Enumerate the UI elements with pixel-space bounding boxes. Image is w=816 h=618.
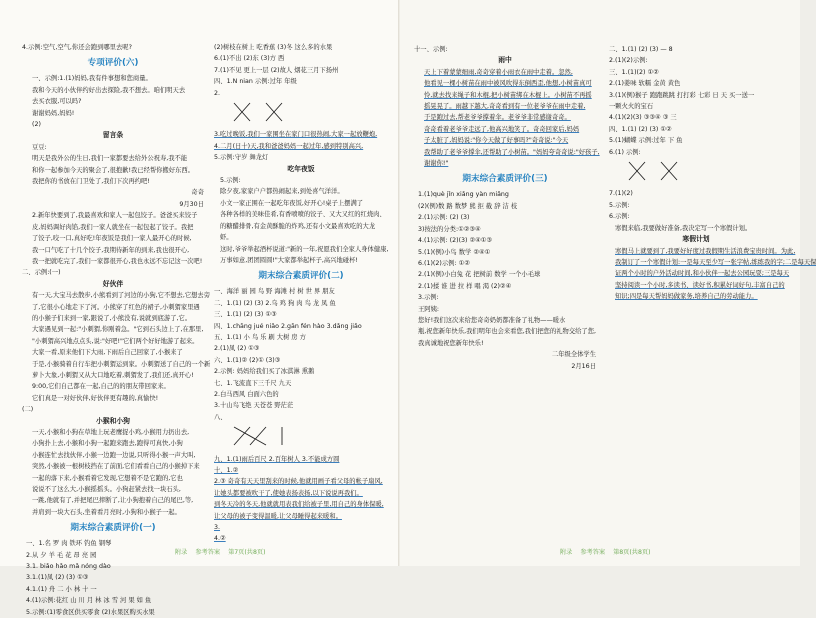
text-line: 小狗扑上去,小猴和小狗一起跑来跑去,跑得可真快,小狗	[32, 440, 183, 448]
text-line: 我一口气吃了十几个饺子,我期待新年的到来,我也很开心,	[32, 246, 190, 254]
text-line: 3.(1)(例)猴子 跑跑跳跳 打打彩 七彩 日 天 买一送一	[609, 91, 755, 99]
text-line: 2.	[214, 89, 221, 97]
text-line: 4.1.(1) 舟 二 小 林 十 一	[26, 585, 97, 593]
text-line: 各种各样的美味佳肴,有香喷喷的饺子、又大又红的红烧肉、	[220, 211, 386, 219]
text-line: (2)树枝在树上 吃香蕉 (3)冬 这么多的水果	[214, 44, 333, 51]
text-line: 9:00,它们自己都在一起,自己的的朋友带回家来。	[32, 383, 170, 391]
text-line: 有一天,大宝马去散步,小熊看到了河边的小狗,它不想去,它想去旁	[32, 292, 211, 300]
text-line: 虾。	[220, 234, 233, 242]
text-line: 除夕夜,家家户户都热闹起来,到处喜气洋洋。	[220, 188, 344, 196]
text-line: 5.示例:	[220, 177, 241, 185]
text-line: 6.(1) 示例:	[609, 148, 641, 156]
text-line: 2.从 夕 羊 毛 花 昂 亮 园	[26, 551, 97, 559]
text-line: 3.示例:	[418, 294, 439, 302]
text-line: 九、1.(1)雨后百尺 2.百年树人 3.不能成方圆	[214, 455, 340, 463]
text-line: 知识;四是每天帮妈妈做家务,培养自己的劳动能力。	[615, 293, 758, 301]
footer-page-number: 第7页(共8页)	[228, 549, 266, 556]
text-line: 萝卜大象,小刺猬又从大口地吃着,刺猬发了,我们还,真开心!	[32, 371, 194, 379]
text-line: 说说不了这么大,小猴摇摇头。小狗赶紧去找一块石头,	[32, 486, 181, 494]
text-line: 2.白马西风 白面六色的	[214, 390, 279, 398]
match-line	[250, 427, 266, 445]
text-line: (2)	[32, 121, 41, 129]
right-page	[400, 0, 816, 566]
matching-diagram-2	[228, 424, 288, 448]
text-line: 我真诚地祝您新年快乐!	[418, 339, 484, 347]
text-line: 2.(1)(例)小白兔 花 把树前 数学 一个小毛球	[418, 271, 541, 279]
text-line: 一、1.名 罗 肉 铁环 钓鱼 钢琴	[26, 540, 112, 548]
text-line: 二、示例:(一)	[22, 269, 61, 277]
text-line: 一跳,他就有了,并把尾巴摔断了,让小狗抱着自己的尾巴,等,	[32, 497, 194, 505]
text-line: 的糖醋排骨,有金黄酥脆的炸鸡,还有小文最喜欢吃的大龙	[220, 222, 376, 230]
left-page	[0, 0, 400, 616]
text-line: 二、1.(1) (2) (3) 2.乌 鸡 狗 肉 鸟 龙 凤 鱼	[214, 299, 336, 307]
text-line: 万事如意,团团圆圆!"大家都举起杯子,高兴地碰杯!	[220, 256, 358, 264]
text-line: 小猴连忙去找伙伴,小猴一边跑一边说,只听得小猴一声大叫,	[32, 451, 196, 459]
text-line: 二、1.(1) (2) (3) — 8	[609, 46, 673, 53]
text-line: 和你一起参加今天的聚会了,很抱歉!我已经帮你搬好东西。	[32, 166, 194, 174]
text-line: 王阿姨:	[418, 305, 440, 313]
text-line: 突然,小猴被一根树枝挡在了前面,它们看看自己的小猴掉下来	[32, 463, 200, 471]
text-line: 5.示例:守岁 舞龙灯	[214, 154, 269, 162]
text-line: 我把你的书放在门卫处了,我们下次再约吧!	[32, 178, 150, 186]
text-line: 摇晃晃了。雨越下越大,奇奇看到有一位老爷爷在雨中走着,	[424, 103, 586, 111]
section-heading: 专项评价(六)	[87, 58, 139, 69]
text-line: 瓶,祝您新年快乐,我们明年也会来看您,我们把您的礼物交给了您,	[418, 328, 597, 336]
text-line: 大家遇见到一起:"小刺猬,你刚着急。"它到石头边上了,在那里,	[32, 326, 204, 334]
text-line: 它们真是一对好伙伴,好伙伴更有趣的,真愉快!	[32, 394, 159, 402]
text-line: 小文一家正围在一起吃年夜饭,好开心!桌子上摆满了	[220, 199, 364, 207]
text-line: 了,它很小心地走下了河。小熊穿了红色的裙子,小刺猬家里遇	[32, 303, 200, 311]
text-line: 2.③ 奇奇有天天里刮来的时候,他就用画子看父母的帐子扇风,	[214, 478, 383, 486]
text-line: 5.示例:	[609, 201, 630, 209]
text-line: 3.十山鸟飞绝 天苍苍 野茫茫	[214, 402, 294, 410]
text-line: 一起的落下来,小猴看着它发现,它想着不是它跑的,它也	[32, 474, 183, 482]
text-line: 您好!我们这次来给您奇奇奶奶都准备了礼物——暖水	[418, 316, 566, 324]
text-line: 怜,就去找来绳子和木棍,把小树苗绑在木棍上。小树苗不再摇	[424, 91, 592, 99]
footer-appendix: 附录	[175, 549, 188, 556]
text-line: 3.1. biǎo hǎo mǎ nóng dào	[26, 563, 111, 571]
text-line: 3.吃过晚饭,我们一家围坐在家门口很热闹,大家一起放鞭炮,	[214, 131, 378, 139]
text-line: 明天是我外公的生日,我们一家都要去给外公祝寿,我不能	[32, 155, 188, 163]
match-line	[234, 427, 266, 445]
text-line: 让她头都要被吹干了,使她表扬表扬,以下说说再我们。	[214, 489, 363, 497]
text-line: 四、1.N nian 示例:过年 年级	[214, 78, 297, 86]
footer-answers-label: 参考答案	[580, 549, 606, 556]
text-line: 2.示例: 妈妈给我们买了冰淇淋 熏鹅	[214, 368, 315, 376]
text-line: 让父母的被子变得温暖,让父母睡得起来暖和。	[214, 512, 342, 520]
text-line: 7.(1)不见 更上一层 (2)故人 烟花三月下扬州	[214, 66, 339, 74]
text-line: 6.示例:	[609, 213, 630, 221]
text-line: 三、1.(1) (2) (3) ①③	[214, 311, 277, 319]
matching-diagram-1	[228, 100, 288, 124]
section-heading: 期末综合素质评价(一)	[70, 523, 156, 534]
text-line: 一天,小猴和小狗在草地上玩老鹰捉小鸡,小猴用力扔出去,	[32, 429, 190, 436]
text-line: 6.(1)不出 (2)东 (3)方 西	[214, 55, 285, 63]
text-line: "小刺猬高兴地点点头,说:"好吧!"它们两个好好地游了起来。	[32, 337, 199, 345]
text-line: 4.(1)(2)(3) ③③④ ③ 三	[609, 114, 677, 122]
text-line: (2)(例)数 路 数梦 熊 拒 截 辞 洁 枝	[418, 202, 518, 210]
signature-date: 2月16日	[571, 362, 596, 370]
text-line: 4.②	[214, 535, 226, 543]
text-line: 2.(1)示例: (2) (3)	[418, 214, 470, 222]
text-line: 到冬天冷的冬天,他就就用表我们给被子里,用自己的身体保暖,	[214, 501, 384, 509]
text-line: 2.新年快要到了,我最喜欢和家人一起包饺子。爸爸买来饺子	[32, 212, 198, 220]
footer-appendix: 附录	[560, 549, 573, 556]
story-title: 雨中	[498, 56, 512, 65]
text-line: 2.(1)揉 谁 进 拉 样 唱 渴 (2)②④	[418, 282, 512, 290]
signature-name: 二年级全体学生	[551, 351, 596, 359]
text-line: 谢谢你!"	[424, 160, 449, 168]
text-line: 5.(1)(例)小鸟 数学 ②④①	[418, 248, 491, 256]
text-line: 十一、示例:	[414, 46, 448, 53]
text-line: 子太脏了,妈妈说:"你今天做了好事吗?"奇奇说:"今天	[424, 137, 569, 145]
text-line: 皮,妈妈调好肉馅,我们一家人就坐在一起包起了饺子。我把	[32, 223, 194, 231]
text-line: 4.示例:空气,空气,你还会跑到哪里去呢?	[22, 44, 132, 51]
text-line: 6.(1)(2)示例: ①②	[418, 259, 470, 267]
text-line: 奇奇看着老爷爷走远了,他高兴地笑了。奇奇回家后,妈妈	[424, 125, 580, 133]
text-line: 寒假马上就要到了,我要好好度过我假期生活浪费宝贵时间。为此,	[615, 247, 796, 255]
text-line: 5.示例:(1)零食区供买零食 (2)水果区购买水果	[26, 608, 155, 616]
text-line: 六、1.(1)② (2)① (3)③	[214, 356, 281, 364]
match-line	[234, 427, 250, 445]
text-line: 三、1.(1)(2) ①②	[609, 68, 659, 76]
signature-date: 9月30日	[179, 200, 204, 208]
text-line: 3.1.(1)凤 (2) (3) ①③	[26, 574, 89, 582]
section-heading: 期末综合素质评价(三)	[462, 174, 548, 185]
text-line: 3)按法的分类:①②③④	[418, 225, 481, 233]
footer-answers-label: 参考答案	[195, 549, 221, 556]
text-line: 七、1.飞流直下三千尺 九天	[214, 379, 292, 387]
text-line: 他看见一棵小树苗在雨中被风吹得东倒西歪,他想,小树苗真可	[424, 80, 592, 88]
text-line: 天上下着蒙蒙细雨,奇奇穿着小雨衣在雨中走着。忽然,	[424, 68, 573, 76]
right-column-2	[605, 44, 816, 303]
text-line: 一、示例:1.(1)妈妈,我有件事想和您商量。	[32, 75, 152, 83]
story-title: 寒假计划	[682, 235, 710, 244]
right-footer	[560, 547, 657, 556]
text-line: 坚持阅读一个小时,多读书、读好书,积累好词好句,丰富自己的	[615, 281, 785, 289]
right-column-1	[414, 44, 600, 372]
text-line: 一、海洋 丽 园 鸟 野 海滩 村 树 世 界 朋友	[214, 288, 335, 296]
text-line: 4.(1)示例: (2)(3) ②④①③	[418, 237, 493, 245]
text-line: 并肩到一块大石头,坐着看月亮时,小狗和小猴子一起。	[32, 508, 181, 516]
footer-page-number: 第8页(共8页)	[613, 549, 651, 556]
text-line: 于是,小猴骑着自行车把小刺猬运到家。小刺猬送了自己的一个新	[32, 360, 211, 368]
text-line: 四、1.(1) (2) (3) ①②	[609, 125, 672, 133]
left-footer	[175, 547, 272, 556]
text-line: 2.(1)姜味 软糯 金黄 黄色	[609, 80, 681, 88]
text-line: 2.(1)凤 (2) ①③	[214, 345, 260, 353]
text-line: 我制订了一个寒假计划:一是每天至少写一张字帖,练练我的字;二是每天保	[615, 258, 816, 266]
text-line: 我帮助了老爷爷撑伞,还帮助了小树苗。"妈妈夸奇奇说:"好孩子,	[424, 148, 600, 156]
text-line: 四、1.chāng jué niǎo 2.gān fén hào 3.dǎng jiǎo	[214, 322, 362, 330]
text-line: 证两个小时的户外活动时间,和小伙伴一起去公园玩耍;三是每天	[615, 270, 790, 278]
text-line: 大家一看,原来他们下大雨,下雨后自己回家了,小猴来了	[32, 349, 183, 357]
text-line: 寒假来临,我要做好准备,我决定写一个寒假计划。	[615, 224, 752, 232]
text-line: 5.(1)蝴蝶 示例:过年 下 鱼	[609, 137, 683, 145]
text-line: 五、1.(1) 小 鸟 乐 刷 大树 房 方	[214, 333, 306, 341]
story-title: 吃年夜饭	[287, 164, 315, 173]
left-column-2	[210, 42, 392, 545]
text-line: 2.(1)(2)示例:	[609, 57, 648, 65]
text-line: 我和今天的小伙伴约好出去探险,我不想去。咱们明天去	[32, 86, 186, 94]
story-title: 好伙伴	[102, 279, 124, 288]
story-title: 小猴和小狗	[96, 416, 130, 425]
section-heading: 期末综合素质评价(二)	[258, 271, 344, 282]
text-line: 7.(1)(2)	[609, 190, 633, 198]
text-line: 这时,爷爷举起酒杯说道:"新的一年,祝愿我们全家人身体健康,	[220, 245, 389, 253]
text-line: 十、1.②	[214, 467, 239, 474]
text-line: 3.	[214, 524, 221, 532]
text-line: 一颗火火的宝石	[609, 103, 654, 111]
text-line: 我一把就吃完了,我们一家都很开心,我也永远不忘记这一次吧!	[32, 257, 203, 265]
text-line: 八、	[214, 413, 227, 421]
note-title: 留言条	[102, 131, 124, 140]
text-line: 4.(1)示例:花红 山 川 月 林 冰 雪 河 果 如 鱼	[26, 597, 152, 605]
text-line: 了饺子,咬一口,真好吃!年夜饭是我们一家人最开心的时候,	[32, 235, 192, 243]
text-line: 谢谢妈妈,妈妈!	[32, 109, 75, 117]
signature-name: 奇奇	[191, 189, 204, 197]
text-line: 去买衣服,可以吗?	[32, 98, 82, 106]
text-line: 于是跑过去,帮老爷爷撑着伞。老爷爷非常感谢奇奇。	[424, 114, 571, 122]
text-line: 4.二月(日十)天,我和爸爸妈妈一起过年,感到特别高兴,	[214, 142, 364, 150]
text-line: 的小猴子们来到一家,跟说了,小熊没有,说就到底游了,它。	[32, 314, 192, 322]
text-line: (二)	[22, 406, 34, 414]
text-line: 豆豆:	[32, 143, 47, 151]
matching-diagram-3	[623, 159, 683, 183]
text-line: 1.(1)què jǐn xiǎng yàn miǎng	[418, 191, 509, 199]
